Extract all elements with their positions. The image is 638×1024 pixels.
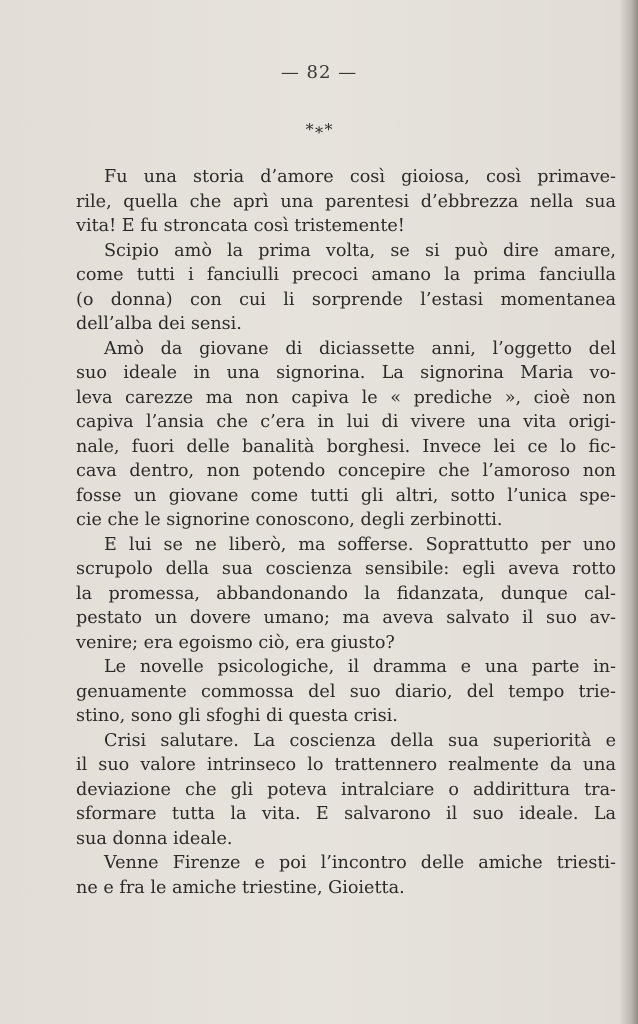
text-line: leva carezze ma non capiva le « prediche », cioè non [76,387,616,408]
text-line: cava dentro, non potendo concepire che l’amoroso non [76,461,616,481]
text-line: pestato un dovere umano; ma aveva salvato il suo av- [76,608,616,628]
text-line: vita! E fu stroncata così tristemente! [76,216,405,236]
text-line: Scipio amò la prima volta, se si può dire amare, [104,240,616,261]
text-line: rile, quella che aprì una parentesi d’ebbrezza nella sua [76,191,616,212]
text-line: Fu una storia d’amore così gioiosa, così primave- [104,167,616,187]
text-line: Venne Firenze e poi l’incontro delle amiche triesti- [104,853,616,873]
text-line: la promessa, abbandonando la fidanzata, dunque cal- [76,583,616,604]
text-line: deviazione che gli poteva intralciare o addirittura tra- [76,779,616,800]
text-line: come tutti i fanciulli precoci amano la prima fanciulla [76,265,616,285]
text-line: ne e fra le amiche triestine, Gioietta. [76,877,405,898]
text-line: scrupolo della sua coscienza sensibile: egli aveva rotto [76,559,616,579]
text-line: sformare tutta la vita. E salvarono il suo ideale. La [76,804,616,824]
text-line: sua donna ideale. [76,828,233,849]
text-line: dell’alba dei sensi. [76,314,242,334]
text-line: il suo valore intrinseco lo trattennero realmente da una [76,755,616,775]
text-line: capiva l’ansia che c’era in lui di vivere una vita origi- [76,412,616,432]
text-line: suo ideale in una signorina. La signorina Maria vo- [76,363,616,383]
text-line: cie che le signorine conoscono, degli zerbinotti. [76,510,503,530]
text-line: venire; era egoismo ciò, era giusto? [76,632,395,653]
text-line: (o donna) con cui li sorprende l’estasi momentanea [76,289,616,310]
page-number: — 82 — [280,62,358,83]
text-line: fosse un giovane come tutti gli altri, sotto l’unica spe- [76,485,616,506]
text-line: nale, fuori delle banalità borghesi. Invece lei ce lo fic- [76,436,616,457]
text-line: E lui se ne liberò, ma sofferse. Soprattutto per uno [104,534,616,555]
text-line: stino, sono gli sfoghi di questa crisi. [76,706,398,726]
text-line: Le novelle psicologiche, il dramma e una parte in- [104,657,616,677]
section-asterism: *∗* [305,120,333,139]
text-line: Amò da giovane di diciassette anni, l’oggetto del [104,338,616,359]
text-line: genuamente commossa del suo diario, del tempo trie- [76,681,616,702]
body-text [76,165,616,900]
text-line: Crisi salutare. La coscienza della sua superiorità e [104,730,616,751]
